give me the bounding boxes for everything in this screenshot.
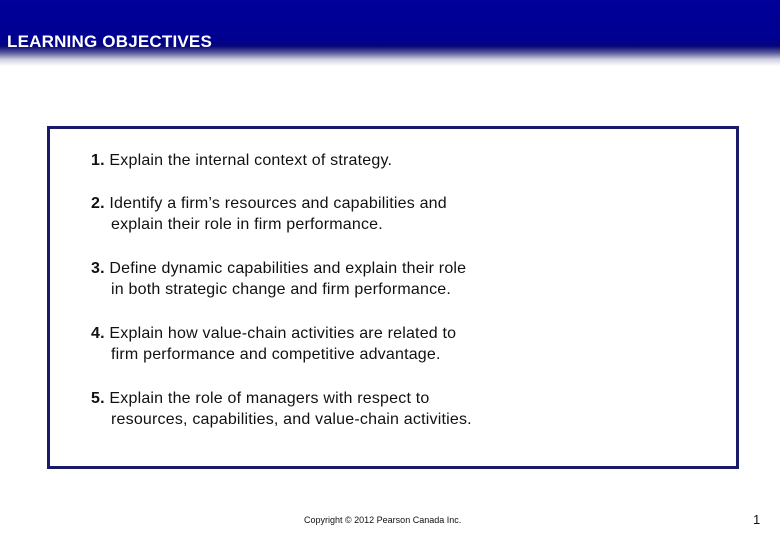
objective-text: Identify a firm’s resources and capabilities and: [109, 195, 447, 212]
objective-number: 2.: [91, 195, 105, 212]
objective-item-5: [91, 388, 551, 430]
objective-number: 1.: [91, 152, 105, 169]
objective-item-3: [91, 258, 551, 300]
objective-text-continued: explain their role in firm performance.: [111, 216, 383, 233]
objectives-box: [47, 126, 739, 469]
objective-item-4: [91, 323, 551, 365]
objective-text: Explain the role of managers with respect to: [109, 390, 430, 407]
slide-title: LEARNING OBJECTIVES: [7, 32, 212, 51]
objective-text: Define dynamic capabilities and explain their role: [109, 260, 467, 277]
objective-text: Explain the internal context of strategy.: [109, 152, 393, 169]
objective-item-2: [91, 193, 551, 235]
objective-number: 3.: [91, 260, 105, 277]
objective-text-continued: in both strategic change and firm performance.: [111, 281, 452, 298]
objective-text-continued: resources, capabilities, and value‑chain activities.: [111, 411, 472, 428]
objective-number: 5.: [91, 390, 105, 407]
objective-item-1: [91, 150, 551, 171]
copyright-notice: Copyright © 2012 Pearson Canada Inc.: [304, 515, 462, 525]
objective-number: 4.: [91, 325, 105, 342]
page-number: 1: [753, 512, 761, 527]
objective-text-continued: firm performance and competitive advantage.: [111, 346, 441, 363]
objective-text: Explain how value‑chain activities are related to: [109, 325, 457, 342]
